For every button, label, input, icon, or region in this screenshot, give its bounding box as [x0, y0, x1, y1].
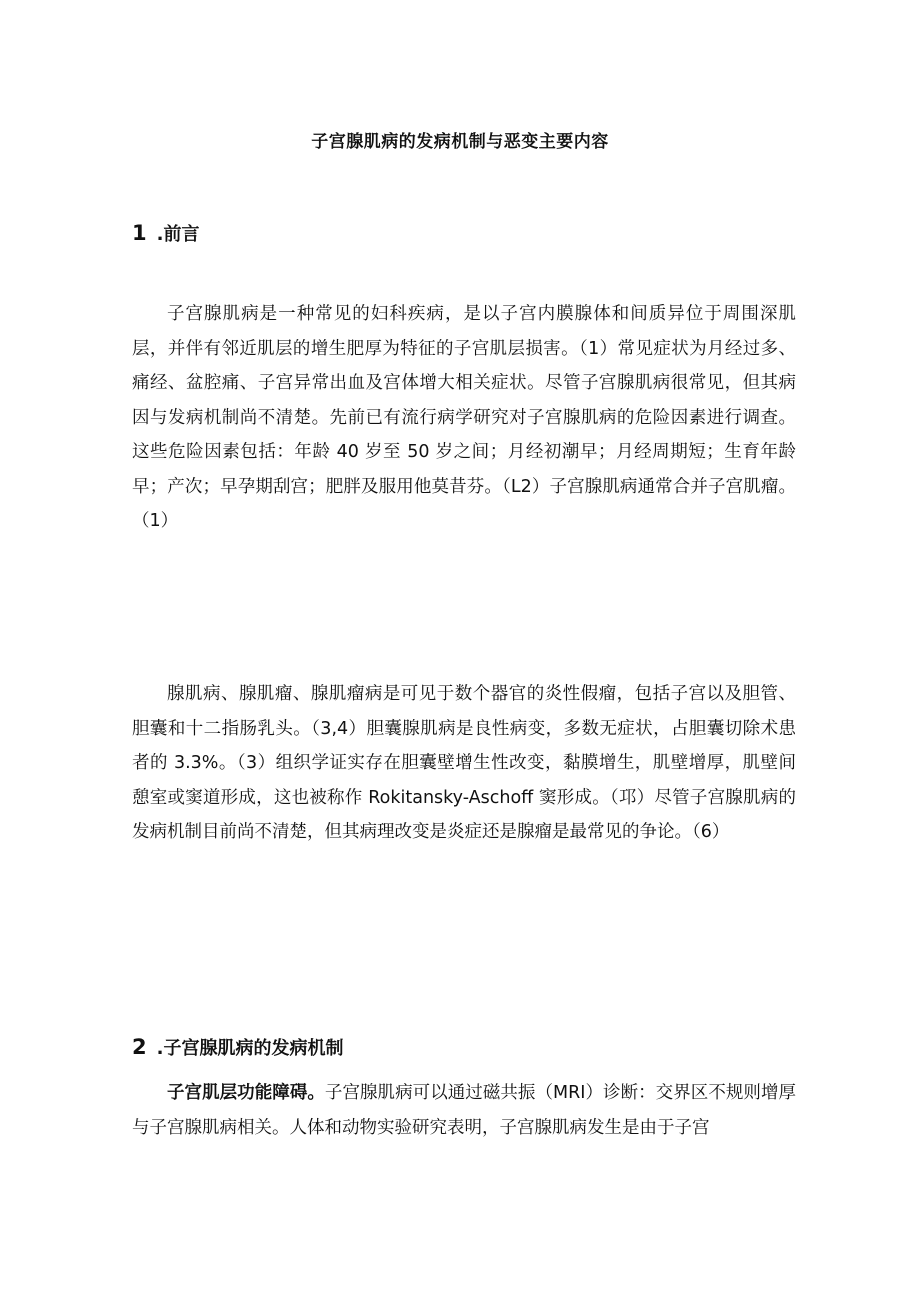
paragraph-body: 子宫腺肌病可以通过磁共振（MRI）诊断：交界区不规则增厚与子宫腺肌病相关。人体和动物实验研究表明，子宫腺肌病发生是由于子宫: [132, 1083, 796, 1138]
paragraph-intro: 子宫腺肌病是一种常见的妇科疾病，是以子宫内膜腺体和间质异位于周围深肌层，并伴有邻近肌层的增生肥厚为特征的子宫肌层损害。（1）常见症状为月经过多、痛经、盆腔痛、子宫异常出血及宫体增大相关症状。尽管子宫腺肌病很常见，但其病因与发病机制尚不清楚。先前已有流行病学研究对子宫腺肌病的危险因素进行调查。这些危险因素包括：年龄 40 岁至 50 岁之间；月经初潮早；月经周期短；生育年龄早；产次；早孕期刮宫；肥胖及服用他莫昔芬。（L2）子宫腺肌病通常合并子宫肌瘤。（1）: [132, 304, 796, 531]
paragraph-myometrium: [132, 1076, 796, 1145]
document-title: 子宫腺肌病的发病机制与恶变主要内容: [311, 132, 609, 152]
section-number: 1: [132, 221, 147, 245]
paragraph-adenomyosis-organs: 腺肌病、腺肌瘤、腺肌瘤病是可见于数个器官的炎性假瘤，包括子宫以及胆管、胆囊和十二指肠乳头。（3,4）胆囊腺肌病是良性病变，多数无症状，占胆囊切除术患者的 3.3%。（3）组织学证实存在胆囊壁增生性改变，黏膜增生，肌壁增厚，肌壁间憩室或窦道形成，这也被称作 Rokitansky-Aschoff 窦形成。（邛）尽管子宫腺肌病的发病机制目前尚不清楚，但其病理改变是炎症还是腺瘤是最常见的争论。（6）: [132, 684, 796, 842]
section-number: 2: [132, 1035, 147, 1059]
section-title: .前言: [156, 224, 200, 245]
paragraph-lead: 子宫肌层功能障碍。: [167, 1083, 325, 1103]
section-title: .子宫腺肌病的发病机制: [156, 1038, 344, 1059]
section-heading-intro: [132, 220, 199, 246]
section-heading-pathogenesis: [132, 1034, 343, 1060]
